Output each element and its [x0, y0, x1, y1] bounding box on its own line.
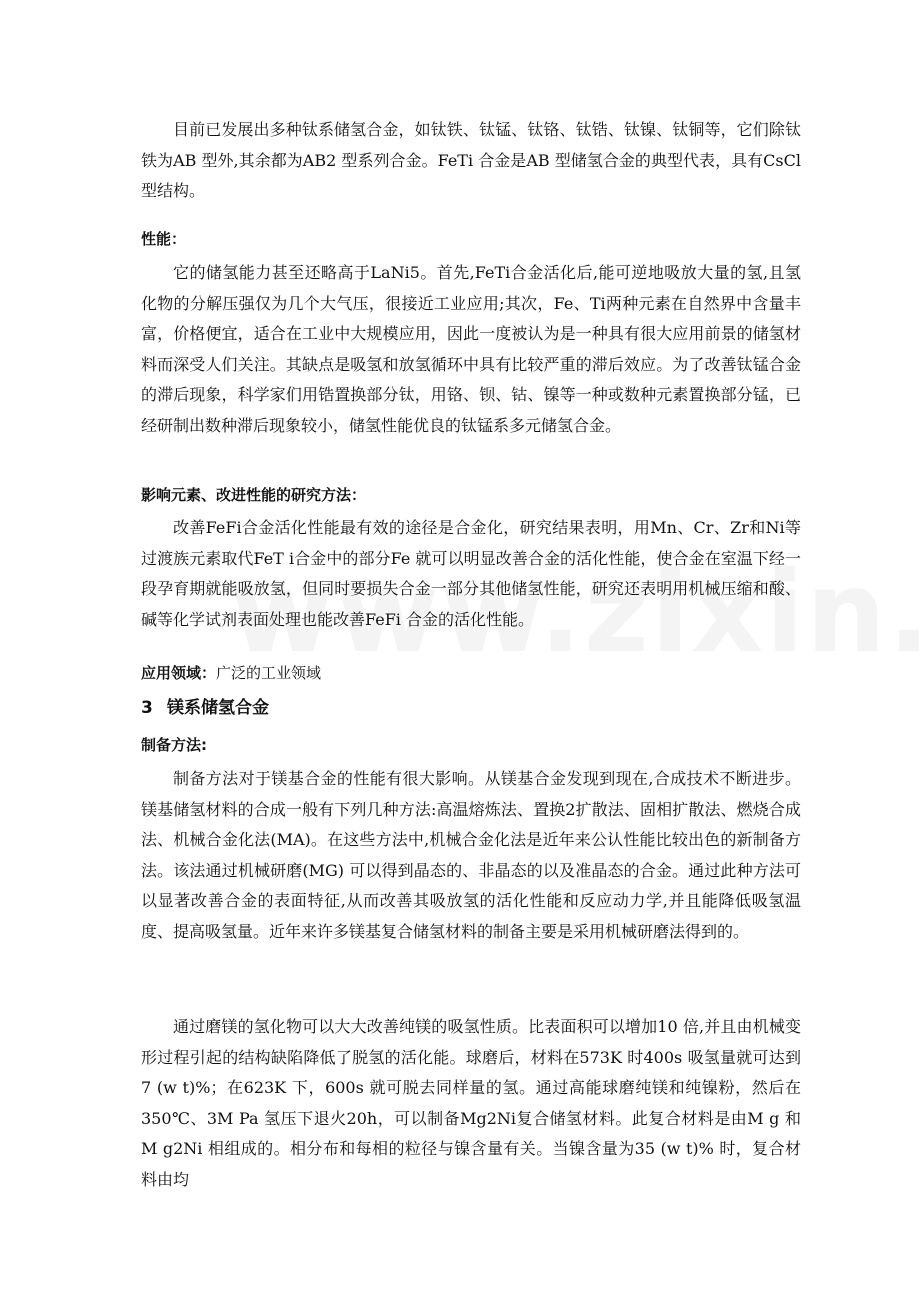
prep-paragraph-1: 制备方法对于镁基合金的性能有很大影响。从镁基合金发现到现在,合成技术不断进步。镁基储氢材料的合成一般有下列几种方法:高温熔炼法、置换2扩散法、固相扩散法、燃烧合成法、机械合金化法(MA)。在这些方法中,机械合金化法是近年来公认性能比较出色的新制备方法。该法通过机械研磨(MG) 可以得到晶态的、非晶态的以及准晶态的合金。通过此种方法可以显著改善合金的表面特征,从而改善其吸放氢的活化性能和反应动力学,并且能降低吸氢温度、提高吸氢量。近年来许多镁基复合储氢材料的制备主要是采用机械研磨法得到的。 [141, 769, 801, 941]
application-value: 广泛的工业领域 [216, 664, 322, 682]
section-3-heading [141, 695, 269, 721]
performance-heading: 性能： [141, 230, 187, 248]
performance-paragraph: 它的储氢能力甚至还略高于LaNi5。首先,FeTi合金活化后,能可逆地吸放大量的氢,且氢化物的分解压强仅为几个大气压，很接近工业应用;其次，Fe、Ti两种元素在自然界中含量丰富，价格便宜，适合在工业中大规模应用，因此一度被认为是一种具有很大应用前景的储氢材料而深受人们关注。其缺点是吸氢和放氢循环中具有比较严重的滞后效应。为了改善钛锰合金的滞后现象，科学家们用锆置换部分钛，用铬、钡、钴、镍等一种或数种元素置换部分锰，已经研制出数种滞后现象较小，储氢性能优良的钛锰系多元储氢合金。 [141, 263, 801, 435]
research-heading: 影响元素、改进性能的研究方法： [141, 486, 367, 504]
section-number: 3 [141, 698, 153, 718]
application-label: 应用领域： [141, 664, 217, 682]
prep-method-heading: 制备方法: [141, 736, 207, 754]
intro-paragraph: 目前已发展出多种钛系储氢合金，如钛铁、钛锰、钛铬、钛锆、钛镍、钛铜等，它们除钛铁为AB 型外,其余都为AB2 型系列合金。FeTi 合金是AB 型储氢合金的典型代表，具有CsCl型结构。 [141, 120, 801, 200]
application-line [141, 661, 321, 685]
section-title: 镁系储氢合金 [167, 698, 269, 718]
prep-paragraph-2: 通过磨镁的氢化物可以大大改善纯镁的吸氢性质。比表面积可以增加10 倍,并且由机械变形过程引起的结构缺陷降低了脱氢的活化能。球磨后，材料在573K 时400s 吸氢量就可达到7 (w t)%；在623K 下，600s 就可脱去同样量的氢。通过高能球磨纯镁和纯镍粉，然后在350℃、3M Pa 氢压下退火20h，可以制备Mg2Ni复合储氢材料。此复合材料是由M g 和M g2Ni 相组成的。相分布和每相的粒径与镍含量有关。当镍含量为35 (w t)% 时，复合材料由均 [141, 1017, 801, 1189]
research-paragraph: 改善FeFi合金活化性能最有效的途径是合金化，研究结果表明，用Mn、Cr、Zr和Ni等过渡族元素取代FeT i合金中的部分Fe 就可以明显改善合金的活化性能，使合金在室温下经一段孕育期就能吸放氢，但同时要损失合金一部分其他储氢性能，研究还表明用机械压缩和酸、碱等化学试剂表面处理也能改善FeFi 合金的活化性能。 [141, 518, 801, 629]
